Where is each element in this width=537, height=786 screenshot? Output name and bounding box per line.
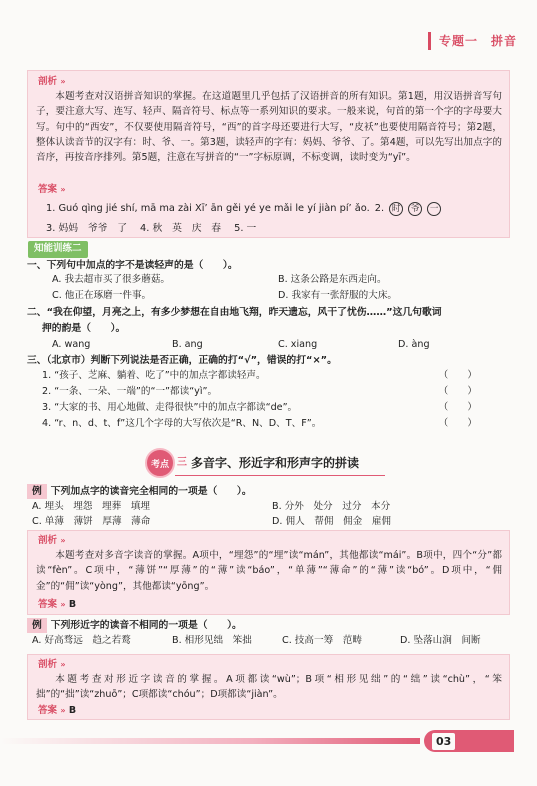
analysis-box-1 [27,70,510,238]
ex1-option-d: D. 佣人 帮佣 佣金 雇佣 [272,516,392,527]
answer-label-text: 答案 [38,705,58,716]
q2-option-a: A. wang [52,339,91,350]
q3-item-4: 4. “r、n、d、t、f”这几个字母的大写依次是“R、N、D、T、F”。 [42,418,322,429]
q1-option-b: B. 这条公路是东西走向。 [278,274,387,285]
ex2-option-a: A. 好高骛远 趋之若鹜 [32,635,131,646]
page-footer [0,730,537,752]
q3-answer-blank-1[interactable]: （ ） [438,370,477,381]
answer-value: B [68,705,77,716]
question-2-line-1: 二、“我在仰望，月亮之上，有多少梦想在自由地飞翔，昨天遗忘，风干了忧伤……”这几句歌词 [27,307,442,318]
analysis-label-text: 剖析 [38,76,58,87]
topic-badge: 考点 [145,448,175,478]
question-3: 三、（北京市）判断下列说法是否正确，正确的打“√”，错误的打“×”。 [27,355,337,366]
arrow-icon: » [60,185,66,194]
example-2-text: 下列形近字的读音不相同的一项是（ ）。 [50,620,242,631]
page-header [428,30,517,52]
circled-char-2: 爷 [408,202,422,216]
header-bar [428,32,431,50]
answer-label-text: 答案 [38,184,58,195]
arrow-icon: » [60,600,66,609]
question-2-line-2: 押的韵是（ ）。 [42,323,126,334]
analysis-box-3 [27,654,510,720]
answer-value: B [68,599,77,610]
q2-option-b: B. ang [172,339,203,350]
q1-option-a: A. 我去超市买了很多蘑菇。 [52,274,171,285]
answer-4: 4. 秋 英 庆 春 [140,223,222,234]
example-tag: 例 [27,618,47,633]
q1-option-d: D. 我家有一张舒服的大床。 [278,290,398,301]
analysis-text: 本题考查对形近字读音的掌握。A项都读“wù”；B项“相形见绌”的“绌”读“chù”，“笨拙”的“拙”读“zhuō”；C项都读“chóu”；D项都读“jiàn”。 [36,674,502,701]
answer-label [38,183,66,198]
arrow-icon: » [60,536,66,545]
analysis-label [38,534,66,549]
arrow-icon: » [60,77,66,86]
q3-item-3: 3. “大家的书、用心地做、走得很快”中的加点字都读“de”。 [42,402,298,413]
q3-answer-blank-2[interactable]: （ ） [438,386,477,397]
analysis-text: 本题考查对多音字读音的掌握。A项中，“埋怨”的“埋”读“mán”，其他都读“mái”。B项中，四个“分”都读“fèn”。C项中，“薄饼”“厚薄”的“薄”读“báo”，“单薄”“薄命”的“薄”读“bó”。D项中，“佣金”的“佣”读“yòng”，其他都读“yōng”。 [36,550,502,592]
circled-char-1: 时 [389,202,403,216]
q3-item-1: 1. “孩子、芝麻、躺着、吃了”中的加点字都读轻声。 [42,370,266,381]
analysis-label-text: 剖析 [38,659,58,670]
answer-line-1 [46,201,441,216]
ex1-option-a: A. 埋头 埋怨 埋葬 填埋 [32,501,151,512]
analysis-label [38,658,66,673]
answer-label [38,598,76,613]
ex2-option-c: C. 技高一筹 范畴 [282,635,362,646]
analysis-box-2 [27,530,510,615]
circled-char-3: 一 [427,202,441,216]
topic-underline [175,475,385,476]
answer-line-2 [46,221,256,236]
section-label: 知能训练二 [28,241,88,258]
analysis-label-text: 剖析 [38,535,58,546]
answer-1: 1. Guó qìng jié shí, mā ma zài Xī’ ān gěi yé ye mǎi le yí jiàn pí’ ǎo. [46,203,370,214]
topic-number: 三 [177,457,187,469]
answer-2-label: 2. [374,203,385,214]
answer-label-text: 答案 [38,599,58,610]
example-1 [27,484,252,499]
analysis-text: 本题考查对汉语拼音知识的掌握。在这道题里几乎包括了汉语拼音的所有知识。第1题，用汉语拼音写句子，要注意大写、连写、轻声、隔音符号、标点等一系列知识的要求。一般来说，句首的第一个字的字母要大写。句中的“西安”，不仅要使用隔音符号，“西”的首字母还要进行大写，“皮袄”也要使用隔音符号；第2题，整体认读音节的汉字有：时、爷、一。第3题，读轻声的字有：妈妈、爷爷、了。第4题，可以先写出加点字的音序，再按音序排列。第5题，注意在写拼音的“一”字标原调，不标变调，读时变为“yī”。 [36,91,502,164]
ex2-option-b: B. 相形见绌 笨拙 [172,635,252,646]
footer-stripe [0,738,420,744]
question-1: 一、下列句中加点的字不是读轻声的是（ ）。 [27,260,238,271]
example-2 [27,618,242,633]
answer-3: 3. 妈妈 爷爷 了 [46,223,128,234]
arrow-icon: » [60,660,66,669]
ex1-option-b: B. 分外 处分 过分 本分 [272,501,391,512]
analysis-label [38,75,66,90]
q1-option-c: C. 他正在琢磨一件事。 [52,290,152,301]
topic-banner [145,448,359,478]
q2-option-c: C. xiang [278,339,318,350]
arrow-icon: » [60,706,66,715]
q3-item-2: 2. “一条、一朵、一端”的“一”都读“yì”。 [42,386,218,397]
q3-answer-blank-4[interactable]: （ ） [438,418,477,429]
example-1-text: 下列加点字的读音完全相同的一项是（ ）。 [50,486,252,497]
q2-option-d: D. àng [398,339,430,350]
example-tag: 例 [27,484,47,499]
ex1-option-c: C. 单薄 薄饼 厚薄 薄命 [32,516,151,527]
q3-answer-blank-3[interactable]: （ ） [438,402,477,413]
page-number: 03 [432,733,455,750]
header-title: 专题一 拼音 [438,33,517,48]
answer-5: 5. 一 [234,223,257,234]
answer-label [38,704,76,719]
topic-title: 多音字、形近字和形声字的拼读 [191,455,360,470]
ex2-option-d: D. 坠落山涧 间断 [400,635,481,646]
